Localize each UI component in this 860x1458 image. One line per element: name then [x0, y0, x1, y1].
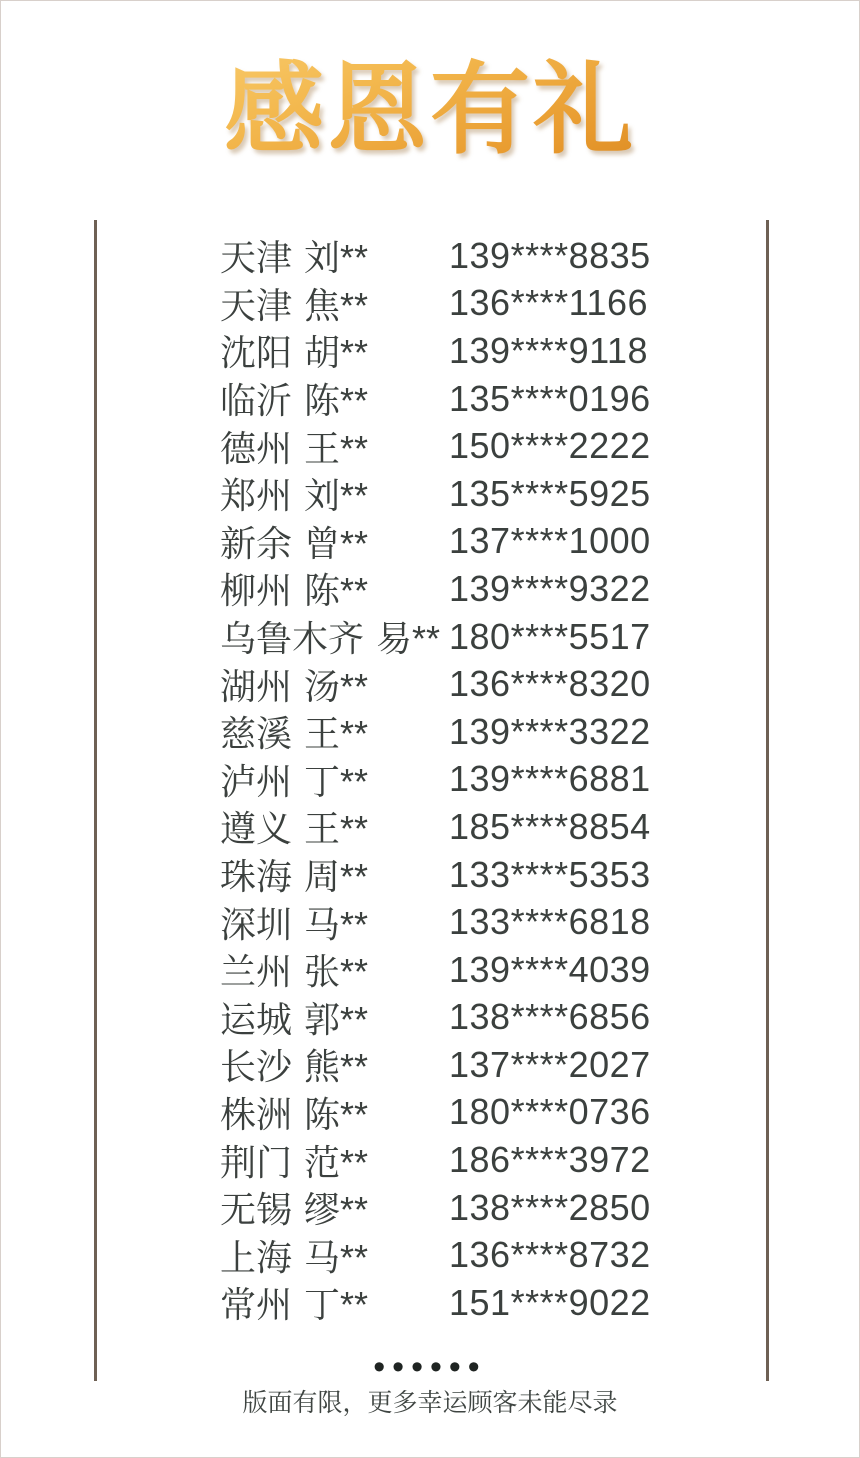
winner-city: 天津 [220, 284, 293, 326]
winner-row [220, 708, 650, 756]
winner-city: 遵义 [220, 808, 293, 850]
winner-phone: 139****9322 [449, 567, 651, 609]
winner-person: 易** [376, 618, 441, 660]
winner-city: 长沙 [220, 1046, 293, 1088]
winner-name [220, 1230, 449, 1281]
winner-row [220, 232, 650, 280]
winner-row [220, 1184, 650, 1232]
winner-person: 张** [304, 951, 369, 993]
winner-person: 王** [304, 427, 369, 469]
winner-person: 汤** [304, 665, 369, 707]
winner-name [220, 230, 449, 281]
winner-phone: 136****1166 [449, 282, 649, 324]
winner-city: 无锡 [220, 1189, 293, 1231]
winner-person: 王** [304, 808, 369, 850]
winner-phone: 139****3322 [449, 710, 651, 752]
winner-city: 德州 [220, 427, 293, 469]
winner-person: 丁** [304, 760, 369, 802]
winner-person: 陈** [304, 380, 369, 422]
winner-city: 常州 [220, 1284, 293, 1326]
winner-row [220, 994, 650, 1042]
winner-phone: 185****8854 [449, 805, 651, 847]
winner-city: 珠海 [220, 856, 293, 898]
winner-phone: 186****3972 [449, 1139, 651, 1181]
winner-phone: 151****9022 [449, 1281, 651, 1323]
winner-phone: 135****5925 [449, 472, 651, 514]
winner-city: 沈阳 [220, 332, 293, 374]
winner-row [220, 851, 650, 899]
winner-phone: 137****1000 [449, 520, 651, 562]
winner-row [220, 1279, 650, 1327]
winner-person: 范** [304, 1141, 369, 1183]
winner-city: 慈溪 [220, 713, 293, 755]
winner-name [220, 659, 449, 710]
winner-city: 柳州 [220, 570, 293, 612]
winner-phone: 137****2027 [449, 1043, 651, 1085]
winner-name [220, 325, 449, 376]
winner-row [220, 1089, 650, 1137]
winner-person: 胡** [304, 332, 369, 374]
winner-city: 株洲 [220, 1093, 293, 1135]
winner-phone: 139****8835 [449, 234, 651, 276]
winner-name [220, 1277, 449, 1328]
winner-phone: 136****8320 [449, 663, 651, 705]
winner-row [220, 660, 650, 708]
winner-phone: 133****6818 [449, 901, 651, 943]
winner-row [220, 946, 650, 994]
winner-name [220, 563, 449, 614]
winner-phone: 180****5517 [449, 615, 651, 657]
winner-city: 郑州 [220, 475, 293, 517]
winner-name [220, 1182, 449, 1233]
winner-person: 熊** [304, 1046, 369, 1088]
winner-city: 上海 [220, 1236, 293, 1278]
winner-row [220, 375, 650, 423]
winner-row [220, 1231, 650, 1279]
winner-name [220, 1135, 449, 1186]
winner-name [220, 944, 449, 995]
page-title: 感恩有礼 [1, 56, 859, 166]
winner-row [220, 756, 650, 804]
winner-row [220, 280, 650, 328]
winner-row [220, 898, 650, 946]
winner-person: 马** [304, 903, 369, 945]
winner-phone: 150****2222 [449, 425, 651, 467]
winner-row [220, 518, 650, 566]
winner-phone: 135****0196 [449, 377, 651, 419]
winner-city: 天津 [220, 237, 293, 279]
winner-row [220, 422, 650, 470]
winner-name [220, 801, 449, 852]
winner-person: 王** [304, 713, 369, 755]
winner-city: 兰州 [220, 951, 293, 993]
winner-list [220, 232, 650, 1327]
winner-city: 临沂 [220, 380, 293, 422]
winner-city: 深圳 [220, 903, 293, 945]
winner-person: 丁** [304, 1284, 369, 1326]
winner-person: 焦** [304, 284, 369, 326]
winner-phone: 139****6881 [449, 758, 651, 800]
winner-row [220, 1136, 650, 1184]
winner-city: 乌鲁木齐 [220, 618, 365, 660]
winner-name [220, 754, 449, 805]
winner-city: 泸州 [220, 760, 293, 802]
winner-person: 马** [304, 1236, 369, 1278]
winner-phone: 180****0736 [449, 1091, 651, 1133]
winner-name [220, 1087, 449, 1138]
ellipsis-dots: •••••• [373, 1348, 487, 1386]
winner-person: 郭** [304, 998, 369, 1040]
winner-name [220, 849, 449, 900]
winner-person: 曾** [304, 522, 369, 564]
winner-phone: 138****6856 [449, 996, 651, 1038]
winner-phone: 136****8732 [449, 1234, 651, 1276]
winner-row [220, 803, 650, 851]
winner-phone: 139****4039 [449, 948, 651, 990]
winner-row [220, 565, 650, 613]
winner-name [220, 706, 449, 757]
winner-row [220, 1041, 650, 1089]
winner-person: 陈** [304, 1093, 369, 1135]
winner-city: 新余 [220, 522, 293, 564]
winner-name [220, 373, 449, 424]
winner-name [220, 516, 449, 567]
winner-person: 缪** [304, 1189, 369, 1231]
winner-phone: 133****5353 [449, 853, 651, 895]
winner-row [220, 613, 650, 661]
winner-row [220, 470, 650, 518]
winner-name [220, 421, 449, 472]
winner-city: 荆门 [220, 1141, 293, 1183]
winner-name [220, 611, 449, 662]
winner-name [220, 897, 449, 948]
winner-city: 湖州 [220, 665, 293, 707]
winner-phone: 139****9118 [449, 329, 649, 371]
footer-note: 版面有限，更多幸运顾客未能尽录 [242, 1389, 618, 1417]
winner-name [220, 278, 449, 329]
winner-name [220, 1039, 449, 1090]
winner-name [220, 468, 449, 519]
winner-person: 刘** [304, 475, 369, 517]
winner-city: 运城 [220, 998, 293, 1040]
winner-row [220, 327, 650, 375]
winner-phone: 138****2850 [449, 1186, 651, 1228]
winner-name [220, 992, 449, 1043]
winner-person: 周** [304, 856, 369, 898]
winner-person: 刘** [304, 237, 369, 279]
winner-person: 陈** [304, 570, 369, 612]
